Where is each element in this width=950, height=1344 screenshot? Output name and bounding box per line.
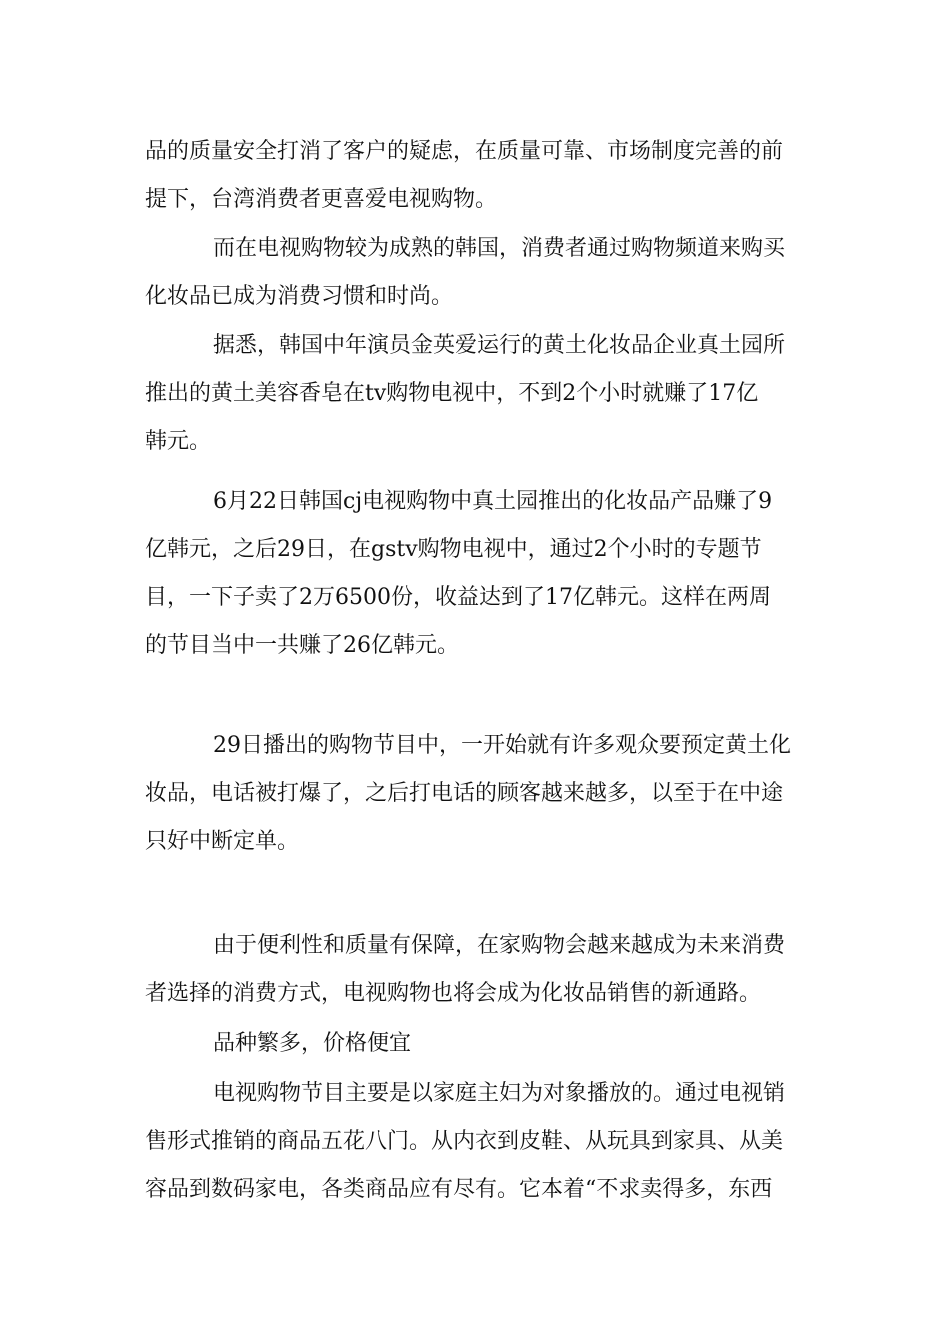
paragraph-2	[145, 225, 811, 321]
paragraph-line: 据悉，韩国中年演员金英爱运行的黄土化妆品企业真土园所	[213, 333, 786, 358]
paragraph-line: 29日播出的购物节目中，一开始就有许多观众要预定黄土化	[213, 733, 791, 758]
paragraph-4	[145, 478, 811, 670]
paragraph-line: 而在电视购物较为成熟的韩国，消费者通过购物频道来购买	[213, 236, 786, 261]
paragraph-5	[145, 722, 811, 866]
paragraph-1	[145, 128, 811, 224]
paragraph-line: 妆品，电话被打爆了，之后打电话的顾客越来越多，以至于在中途	[145, 781, 784, 806]
paragraph-8	[145, 1070, 811, 1214]
paragraph-line: 容品到数码家电，各类商品应有尽有。它本着“不求卖得多，东西	[145, 1177, 773, 1202]
paragraph-6	[145, 922, 811, 1018]
paragraph-line: 化妆品已成为消费习惯和时尚。	[145, 284, 454, 309]
section-heading-text: 品种繁多，价格便宜	[213, 1031, 412, 1056]
paragraph-line: 的节目当中一共赚了26亿韩元。	[145, 633, 459, 658]
paragraph-line: 只好中断定单。	[145, 829, 300, 854]
paragraph-3	[145, 322, 811, 466]
paragraph-line: 6月22日韩国cj电视购物中真土园推出的化妆品产品赚了9	[213, 489, 773, 514]
paragraph-line: 推出的黄土美容香皂在tv购物电视中，不到2个小时就赚了17亿	[145, 381, 759, 406]
paragraph-line: 目，一下子卖了2万6500份，收益达到了17亿韩元。这样在两周	[145, 585, 771, 610]
paragraph-line: 提下，台湾消费者更喜爱电视购物。	[145, 187, 498, 212]
paragraph-line: 电视购物节目主要是以家庭主妇为对象播放的。通过电视销	[213, 1081, 786, 1106]
section-heading	[145, 1020, 811, 1068]
paragraph-line: 由于便利性和质量有保障，在家购物会越来越成为未来消费	[213, 933, 786, 958]
paragraph-line: 亿韩元，之后29日，在gstv购物电视中，通过2个小时的专题节	[145, 537, 762, 562]
paragraph-line: 韩元。	[145, 429, 212, 454]
paragraph-line: 品的质量安全打消了客户的疑虑，在质量可靠、市场制度完善的前	[145, 139, 784, 164]
paragraph-line: 售形式推销的商品五花八门。从内衣到皮鞋、从玩具到家具、从美	[145, 1129, 784, 1154]
paragraph-line: 者选择的消费方式，电视购物也将会成为化妆品销售的新通路。	[145, 981, 762, 1006]
